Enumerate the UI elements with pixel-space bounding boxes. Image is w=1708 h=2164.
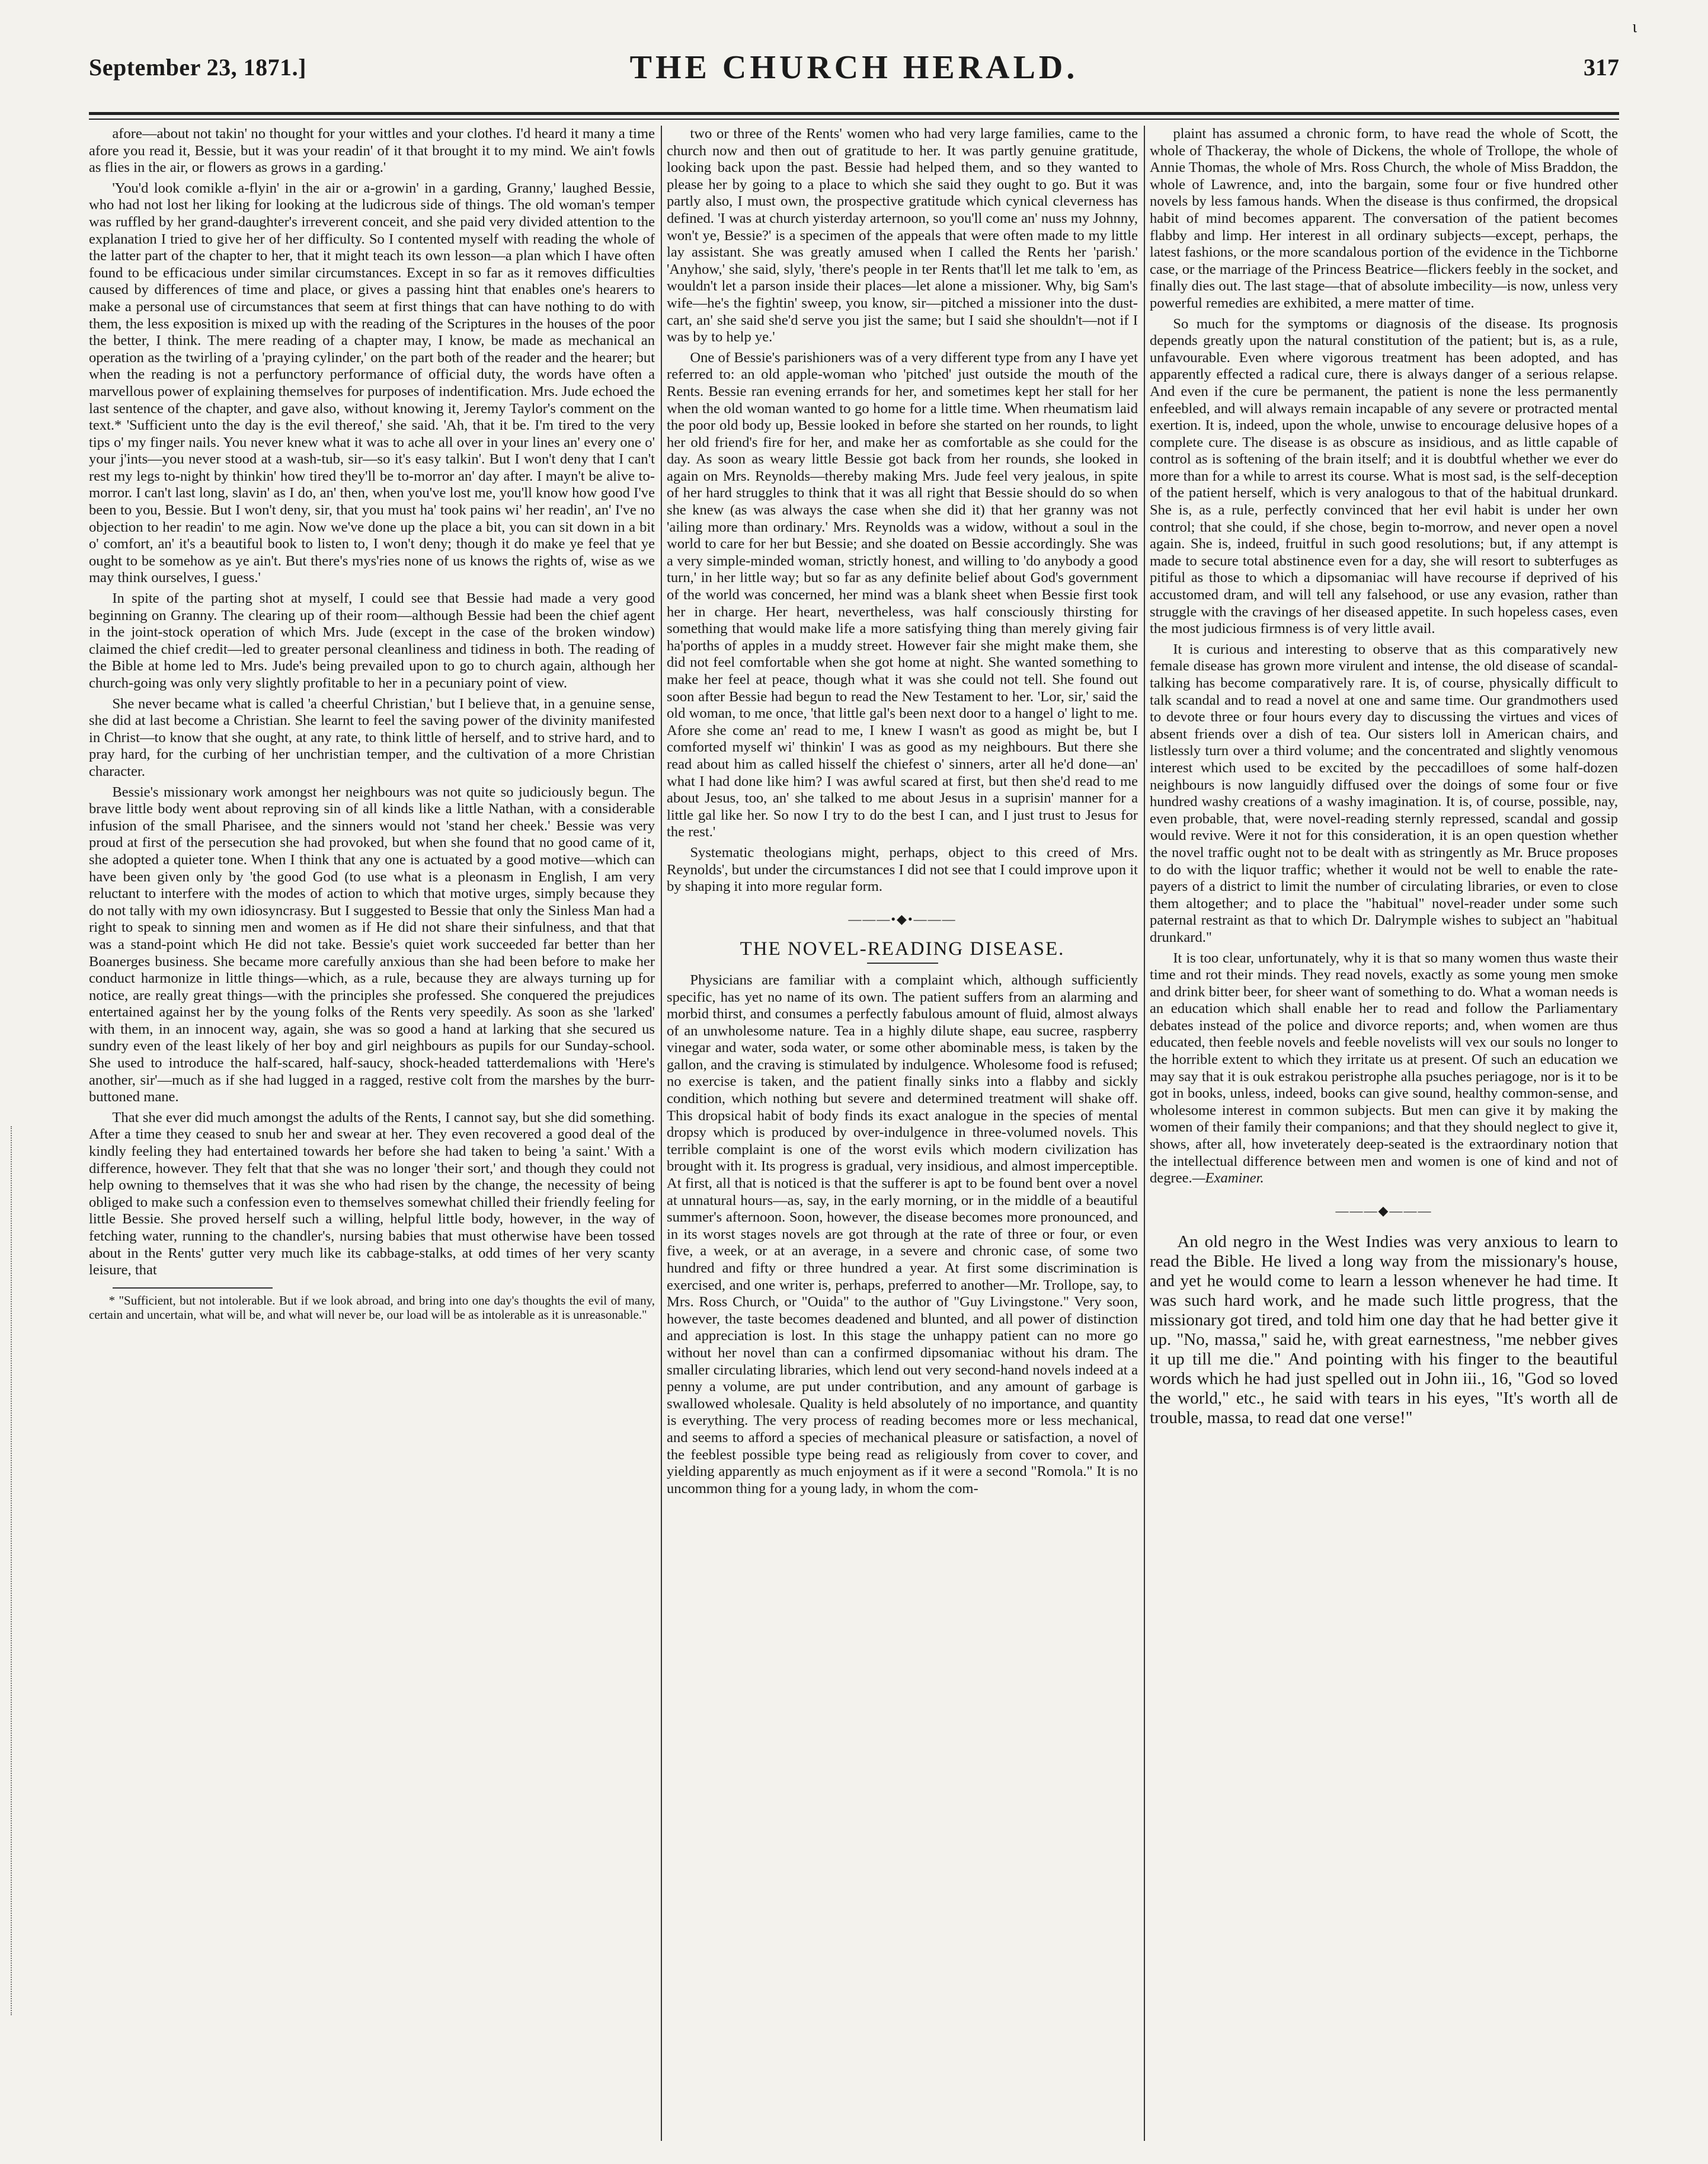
source-attribution: —Examiner. bbox=[1192, 1170, 1264, 1187]
margin-marks bbox=[11, 1126, 20, 2015]
section-ornament-2: ———◆——— bbox=[1335, 1203, 1432, 1218]
page-number: 317 bbox=[1584, 54, 1619, 81]
col3-paragraph: It is curious and interesting to observe that as this comparatively new female disease has grown more virulent and intense, the old disease of scandal-talking has become comparatively rare. It is, of course, physically difficult to talk scandal and to read a novel at one and same time. Our grandmothers used to devote three or four hours every day to discussing the virtues and vices of absent friends over a dish of tea. Our sisters loll in American chairs, and listlessly turn over a third volume; and the concentrated and slightly venomous interest which used to be excited by the peccadilloes of some half-dozen neighbours is now languidly diffused over the doings of some four or five hundred washy creations of a washy imagination. It is, of course, possible, nay, even probable, that, were novel-reading sternly repressed, scandal and gossip would revive. Were it not for this consideration, it is an open question whether the novel traffic ought not to be dealt with as stringently as Mr. Bruce proposes to do with the liquor traffic; whether it would not be well to enable the rate-payers of a district to limit the number of circulating libraries, or even to close them altogether; and to place the "habitual" novel-reader under some such paternal restraint as that to which Dr. Dalrymple wishes to subject an "habitual drunkard." bbox=[1150, 641, 1618, 945]
section-ornament: ———•◆•——— bbox=[848, 911, 957, 926]
footnote: * "Sufficient, but not intolerable. But if we look abroad, and bring into one day's thoughts the evil of many, certain and uncertain, what will be, and what will never be, our load will be as intolerable as it is unreasonable." bbox=[89, 1293, 655, 1322]
col3-paragraph: plaint has assumed a chronic form, to have read the whole of Scott, the whole of Thackeray, the whole of Dickens, the whole of Trollope, the whole of Annie Thomas, the whole of Mrs. Ross Church, the whole of Miss Braddon, the whole of Lawrence, and, into the bargain, some four or five hundred other novels by less famous hands. When the disease is thus confirmed, the dropsical habit of mind becomes apparent. The conversation of the patient becomes flabby and limp. Her interest in all ordinary subjects—except, perhaps, the latest fashions, or the more scandalous portion of the evidence in the Tichborne case, or the marriage of the Princess Beatrice—flickers feebly in the socket, and finally dies out. The last stage—that of absolute imbecility—is now, unless very powerful remedies are exhibited, a mere matter of time. bbox=[1150, 126, 1618, 311]
col2-paragraph: Systematic theologians might, perhaps, object to this creed of Mrs. Reynolds', but under the circumstances I did not see that I could improve upon it by shaping it into more regular form. bbox=[667, 844, 1138, 895]
header-rule-thin bbox=[89, 119, 1619, 120]
masthead-title: THE CHURCH HERALD. bbox=[629, 49, 1079, 86]
anecdote-paragraph: An old negro in the West Indies was very anxious to learn to read the Bible. He lived a long way from the missionary's house, and yet he would come to learn a lesson whenever he had time. It was such hard work, and he made such little progress, that the missionary got tired, and told him one day that he had better give it up. "No, massa," said he, with great earnestness, "me nebber gives it up till me die." And pointing with his finger to the beautiful words which he had just spelled out in John iii., 16, "God so loved the world," etc., he said with tears in his eyes, "It's worth all de trouble, massa, to read dat one verse!" bbox=[1150, 1232, 1618, 1428]
anecdote-block bbox=[1150, 1232, 1618, 1428]
col1-paragraph: In spite of the parting shot at myself, I could see that Bessie had made a very good beginning on Granny. The clearing up of their room—although Bessie had been the chief agent in the joint-stock operation of which Mrs. Jude (except in the case of the broken window) claimed the chief credit—led to greater personal cleanliness and tidiness in both. The reading of the Bible at home led to Mrs. Jude's being prevailed upon to go to church again, although her church-going was only very slightly profitable to her in a pecuniary point of view. bbox=[89, 590, 655, 691]
title-rule bbox=[867, 963, 938, 964]
col3-paragraph bbox=[1150, 950, 1618, 1187]
issue-date: September 23, 1871.] bbox=[89, 54, 306, 81]
article-paragraph: Physicians are familiar with a complaint which, although sufficiently specific, has yet no name of its own. The patient suffers from an alarming and morbid thirst, and consumes a perfectly fabulous amount of fluid, almost always of an unwholesome nature. Tea in a highly dilute shape, eau sucree, raspberry vinegar and water, soda water, or some other abominable mess, is taken by the gallon, and the craving is stimulated by indulgence. Wholesome food is refused; no exercise is taken, and the patient finally sinks into a flabby and sickly condition, which nothing but severe and determined treatment will shake off. This dropsical habit of body finds its exact analogue in the species of mental dropsy which is produced by over-indulgence in three-volumed novels. This terrible complaint is one of the worst evils which modern civilization has brought with it. Its progress is gradual, very insidious, and almost imperceptible. At first, all that is noticed is that the sufferer is apt to be found bent over a novel at unnatural hours—as, say, in the early morning, or in the middle of a beautiful summer's afternoon. Soon, however, the disease becomes more pronounced, and in its worst stages novels are got through at the rate of three or four, or even five, a week, or at an average, in a severe and chronic case, of some two hundred and fifty or three hundred a year. At first some discrimination is exercised, and one writer is, perhaps, preferred to another—Mr. Trollope, say, to Mrs. Ross Church, or "Ouida" to the author of "Guy Livingstone." Very soon, however, the taste becomes deadened and blunted, and all power of distinction and appreciation is lost. In this stage the unhappy patient can no more go without her novel than can a confirmed dipsomaniac without his dram. The smaller circulating libraries, which lend out very second-hand novels indeed at a penny a volume, are put under contribution, and any amount of garbage is swallowed wholesale. Quality is held absolutely of no importance, and quantity is everything. The very process of reading becomes more or less mechanical, and seems to afford a species of mechanical pleasure or satisfaction, a novel of the feeblest possible type being read as religiously from cover to cover, and yielding apparently as much enjoyment as if it were a second "Romola." It is no uncommon thing for a young lady, in whom the com- bbox=[667, 971, 1138, 1497]
col1-paragraph: afore—about not takin' no thought for your wittles and your clothes. I'd heard it many a time afore you read it, Bessie, but it was your readin' of it that brought it to my mind. We ain't fowls as flies in the air, or flowers as grows in a garding.' bbox=[89, 126, 655, 176]
col3-paragraph: So much for the symptoms or diagnosis of the disease. Its prognosis depends greatly upon the natural constitution of the patient; but is, as a rule, unfavourable. Even where vigorous treatment has been adopted, and has apparently effected a radical cure, there is always danger of a serious relapse. And even if the cure be permanent, the patient is none the less permanently enfeebled, and will always remain incapable of any severe or protracted mental exertion. It is, indeed, upon the whole, unwise to encourage delusive hopes of a complete cure. The disease is as obscure as insidious, and as little capable of control as is softening of the brain itself; and it is doubtful whether we ever do more than for a while to arrest its course. What is most sad, is the self-deception of the patient herself, which is very analogous to that of the habitual drunkard. She is, as a rule, perfectly convinced that her evil habit is under her own control; that she could, if she chose, begin to-morrow, and never open a novel again. She is, indeed, fruitful in such good resolutions; but, if any attempt is made to secure total abstinence even for a day, she will resort to subterfuges as pitiful as those to which a dipsomaniac will have recourse if deprived of his accustomed dram, and will tell any falsehood, or use any evasion, rather than struggle with the cravings of her diseased appetite. In such hopeless cases, even the most judicious firmness is of very little avail. bbox=[1150, 315, 1618, 637]
col2-paragraph: two or three of the Rents' women who had very large families, came to the church now and then out of gratitude to her. It was partly genuine gratitude, looking back upon the past. Bessie had helped them, and so they wanted to please her by going to a place to which she said they ought to go. But it was partly also, I must own, the prospective gratitude which cynical cleverness has defined. 'I was at church yisterday arternoon, so you'll come an' nuss my Johnny, won't ye, Bessie?' is a specimen of the appeals that were often made to my little lay assistant. She was greatly amused when I called the Rents her 'parish.' 'Anyhow,' she said, slyly, 'there's people in ter Rents that'll let me talk to 'em, as wouldn't let a parson inside their places—let alone a missioner. Why, big Sam's wife—he's the fightin' sweep, you know, sir—pitched a missioner into the dust-cart, an' she said she'd serve you jist the same; but I said she shouldn't—not if I was by to help ye.' bbox=[667, 126, 1138, 346]
column-1 bbox=[89, 126, 655, 2147]
article-title: THE NOVEL-READING DISEASE. bbox=[740, 938, 1065, 960]
column-divider-2 bbox=[1144, 126, 1145, 2141]
column-3 bbox=[1150, 126, 1618, 2147]
footnote-rule bbox=[113, 1287, 273, 1289]
col1-paragraph: Bessie's missionary work amongst her neighbours was not quite so judiciously begun. The brave little body went about reproving sin of all kinds like a little Nathan, with a considerable infusion of the small Pharisee, and the sinners would not 'stand her cheek.' Bessie was very proud at first of the persecution she had provoked, but when she found that no good came of it, she adopted a quieter tone. When I think that any one is actuated by a good motive—which can have been given only by 'the good God (to use what is a pleonasm in English, I am very reluctant to interfere with the modes of action to which that motive urges, simply because they do not tally with my own idiosyncrasy. But I suggested to Bessie that only the Sinless Man had a right to speak to sinning men and women as if He did not share their sinfulness, and that that was a stand-point which He did not take. Bessie's quiet work succeeded far better than her Boanerges business. She became more carefully anxious than she had been before to make her conduct harmonize in little things—which, as a rule, because they are always turning up for notice, are really great things—with the principles she professed. She conquered the prejudices entertained against her by the young folks of the Rents very speedily. As soon as she 'larked' with them, in an innocent way, again, she was so good a hand at larking that she secured us sundry even of the least likely of her boy and girl neighbours as pupils for our Sunday-school. She used to introduce the half-scared, half-saucy, shock-headed tatterdemalions with 'Here's another, sir'—much as if she had lugged in a ragged, restive colt from the marshes by the burr-buttoned mane. bbox=[89, 784, 655, 1105]
col3-last-paragraph-text: It is too clear, unfortunately, why it is that so many women thus waste their time and rot their minds. They read novels, exactly as some young men smoke and drink bitter beer, for sheer want of something to do. What a woman needs is an education which shall enable her to read and follow the Parliamentary debates instead of the police and divorce reports; and, when women are thus educated, then feeble novels and feeble novelists will vex our souls no longer to the horrible extent to which they irritate us at present. Of such an education we may say that it is ouk estrakou peristrophe alla psuches periagoge, nor is it to be got in books, unless, indeed, books can give sound, healthy common-sense, and wholesome interest in common subjects. But men can give it by making the women of their family their companions; and that they should neglect to give it, shows, after all, how inveterately deep-seated is the extraordinary notion that the intellectual difference between men and women is one of kind and not of degree. bbox=[1150, 950, 1618, 1187]
page-header bbox=[89, 18, 1637, 107]
column-divider-1 bbox=[661, 126, 662, 2141]
col1-paragraph: She never became what is called 'a cheerful Christian,' but I believe that, in a genuine sense, she did at last become a Christian. She learnt to feel the saving power of the divinity manifested in Christ—to know that she ought, at any rate, to think little of herself, and to strive hard, and to pray hard, for the curbing of her unchristian temper, and the cultivation of a more Christian character. bbox=[89, 695, 655, 779]
corner-mark: ι bbox=[1632, 18, 1637, 36]
col1-paragraph: 'You'd look comikle a-flyin' in the air or a-growin' in a garding, Granny,' laughed Bessie, who had not lost her liking for looking at the ludicrous side of things. The old woman's temper was ruffled by her grand-daughter's irreverent conceit, and she paid very divided attention to the explanation I tried to give her of her difficulty. So I contented myself with reading the whole of the latter part of the chapter to her, that it might teach its own lesson—a plan which I have often found to be efficacious under similar circumstances. Except in so far as it removes difficulties caused by differences of time and place, or gives a passing hint that enables one's hearers to make a personal use of circumstances that seem at first things that can have nothing to do with them, the less exposition is mixed up with the reading of the Scriptures in the houses of the poor the better, I think. The mere reading of a chapter may, I know, be made as mechanical an operation as the twirling of a 'praying cylinder,' on the part both of the reader and the hearer; but when the reading is not a perfunctory performance of official duty, the words have often a marvellous power of explaining themselves for purposes of indentification. Mrs. Jude echoed the last sentence of the chapter, and gave also, without knowing it, Jeremy Taylor's comment on the text.* 'Sufficient unto the day is the evil thereof,' she said. 'Ah, that it be. I'm tired to the very tips o' my finger nails. You never knew what it was to ache all over in your lines an' every one o' your j'ints—you never stood at a wash-tub, sir—so it's easy talkin'. But I won't deny that I can't rest my legs to-night by thinkin' how tired they'll be to-morror an' day after. I mayn't be alive to-morror. I can't last long, slavin' as I do, an' then, when you've lost me, you'll know how good I've been to you, Bessie. But I won't deny, sir, that you must ha' took pains wi' her readin', an' I've no objection to her readin' to me agin. Now we've done up the place a bit, you can sit down in a bit o' comfort, an' it's a beautiful book to listen to, I won't deny; though it do make ye feel that ye ought to be somehow as ye ain't. But there's mys'ries none of us knows the rights of, wise as we may think ourselves, I guess.' bbox=[89, 180, 655, 586]
col1-paragraph: That she ever did much amongst the adults of the Rents, I cannot say, but she did something. After a time they ceased to snub her and swear at her. They even recovered a good deal of the kindly feeling they had entertained towards her before she had taken to being 'a saint.' With a difference, however. They felt that that she was no longer 'their sort,' and though they could not help owning to themselves that it was she who had risen by the change, the necessity of being obliged to make such a confession even to themselves somewhat chilled their friendly feeling for little Bessie. She proved herself such a willing, helpful little body, however, in the way of fetching water, running to the chandler's, nursing babies that must otherwise have been tossed about in the Rents' gutter very much like its cabbage-stalks, at odd times of her very scanty leisure, that bbox=[89, 1109, 655, 1278]
column-2 bbox=[667, 126, 1138, 2147]
col2-paragraph: One of Bessie's parishioners was of a very different type from any I have yet referred to: an old apple-woman who 'pitched' just outside the mouth of the Rents. Bessie ran evening errands for her, and sometimes kept her stall for her when the old woman wanted to go home for a little time. When rheumatism laid the poor old body up, Bessie looked in before she started on her rounds, to light her old friend's fire for her, and make her as comfortable as she could for the day. As soon as weary little Bessie got back from her rounds, she looked in again on Mrs. Reynolds—thereby making Mrs. Jude feel very jealous, in spite of her hard struggles to think that it was all right that Bessie should do so when she knew (as was always the case when she did it) that her granny was not 'ailing more than ordinary.' Mrs. Reynolds was a widow, without a soul in the world to care for her but Bessie; and she doated on Bessie accordingly. She was a very simple-minded woman, strictly honest, and willing to 'do anybody a good turn,' in her little way; but so far as any definite belief about God's government of the world was concerned, her mind was a blank sheet when Bessie first took her in charge. Her heart, nevertheless, was half consciously thirsting for something that would make life a more satisfying thing than merely giving fair ha'porths of apples in a muddy street. However fair she might make them, she did not feel comfortable when she got home at night. She wanted something to make her feel at peace, though what it was she could not tell. She found out soon after Bessie had begun to read the New Testament to her. 'Lor, sir,' said the old woman, to me once, 'that little gal's been next door to a hangel o' light to me. Afore she come an' read to me, I knew I wasn't as good as might be, but I comforted myself wi' thinkin' I was as good as my neighbours. But there she read about him as called hisself the chiefest o' sinners, arter all he'd done—an' what I had done like him? I was awful scared at first, but then she'd read to me about Jesus, too, an' she talked to me about Jesus in a suprisin' manner for a little gal like her. So now I try to do the best I can, and I just trust to Jesus for the rest.' bbox=[667, 349, 1138, 840]
header-rule bbox=[89, 112, 1619, 115]
